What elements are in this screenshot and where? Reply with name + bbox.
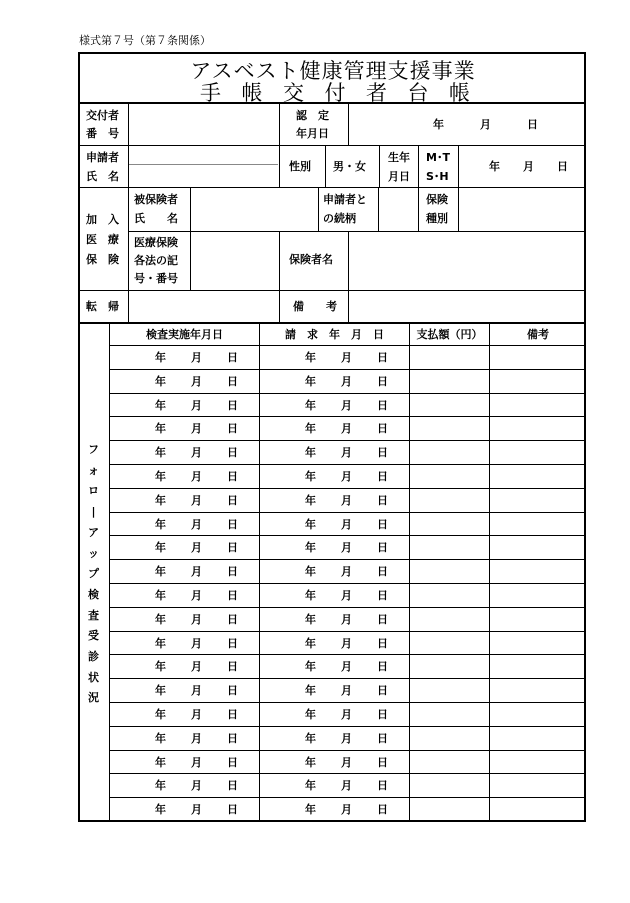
claim-date-day-unit: 日: [377, 493, 388, 507]
era-options: M･T: [426, 151, 450, 164]
exam-date-month-unit: 月: [191, 612, 202, 626]
exam-date-day-unit: 日: [227, 731, 238, 745]
exam-date-year-unit: 年: [155, 755, 166, 769]
side-label-char: 検: [88, 587, 99, 601]
exam-date-month-unit: 月: [191, 350, 202, 364]
claim-date-year-unit: 年: [305, 469, 316, 483]
insurance-label: 加 入: [86, 213, 119, 226]
grid-line: [378, 187, 379, 231]
side-label-char: 状: [88, 670, 99, 684]
claim-date-year-unit: 年: [305, 636, 316, 650]
claim-date-day-unit: 日: [377, 707, 388, 721]
sex-label: 性別: [289, 160, 311, 173]
claim-date-year-unit: 年: [305, 779, 316, 793]
remarks-label: 備 考: [293, 300, 337, 313]
claim-date-month-unit: 月: [341, 565, 352, 579]
row-line: [110, 464, 586, 465]
birth-date-label: 生年: [388, 151, 410, 164]
exam-date-day-unit: 日: [227, 350, 238, 364]
claim-date-month-unit: 月: [341, 398, 352, 412]
insurance-type-label: 種別: [426, 212, 448, 225]
claim-date-year-unit: 年: [305, 684, 316, 698]
exam-date-year-unit: 年: [155, 469, 166, 483]
insured-name-label: 氏 名: [134, 212, 178, 225]
exam-date-month-unit: 月: [191, 803, 202, 817]
row-line: [110, 654, 586, 655]
claim-date-month-unit: 月: [341, 469, 352, 483]
row-line: [110, 607, 586, 608]
exam-date-year-unit: 年: [155, 612, 166, 626]
exam-date-day-unit: 日: [227, 374, 238, 388]
claim-date-day-unit: 日: [377, 565, 388, 579]
insurance-label: 医 療: [86, 233, 119, 246]
applicant-name-label: 申請者: [86, 151, 119, 164]
row-line: [110, 416, 586, 417]
claim-date-month-unit: 月: [341, 612, 352, 626]
claim-date-month-unit: 月: [341, 779, 352, 793]
row-line: [110, 750, 586, 751]
row-line: [110, 535, 586, 536]
exam-date-month-unit: 月: [191, 636, 202, 650]
exam-date-year-unit: 年: [155, 684, 166, 698]
claim-date-month-unit: 月: [341, 350, 352, 364]
grid-line: [489, 323, 490, 821]
form-number: 様式第７号（第７条関係）: [79, 34, 211, 47]
exam-date-year-unit: 年: [155, 779, 166, 793]
exam-date-year-unit: 年: [155, 374, 166, 388]
insurer-name-label: 保険者名: [289, 253, 333, 266]
applicant-name-label: 氏 名: [86, 170, 119, 183]
grid-line: [318, 187, 319, 231]
exam-date-year-unit: 年: [155, 541, 166, 555]
insurance-label: 保 険: [86, 253, 119, 266]
exam-date-month-unit: 月: [191, 446, 202, 460]
claim-date-year-unit: 年: [305, 398, 316, 412]
exam-date-year-unit: 年: [155, 803, 166, 817]
relation-label: の続柄: [323, 212, 356, 225]
side-label-char: 受: [88, 629, 99, 643]
exam-date-month-unit: 月: [191, 684, 202, 698]
claim-date-month-unit: 月: [341, 684, 352, 698]
claim-date-month-unit: 月: [341, 422, 352, 436]
outcome-label: 転 帰: [86, 300, 119, 313]
exam-date-day-unit: 日: [227, 684, 238, 698]
exam-date-day-unit: 日: [227, 660, 238, 674]
claim-date-day-unit: 日: [377, 350, 388, 364]
claim-date-month-unit: 月: [341, 731, 352, 745]
exam-date-year-unit: 年: [155, 493, 166, 507]
grid-line: [325, 145, 326, 187]
birth-month-unit: 月: [523, 160, 534, 173]
law-number-label: 号・番号: [134, 272, 178, 285]
exam-date-year-unit: 年: [155, 422, 166, 436]
claim-date-day-unit: 日: [377, 374, 388, 388]
claim-date-month-unit: 月: [341, 707, 352, 721]
claim-date-day-unit: 日: [377, 517, 388, 531]
row-line: [110, 583, 586, 584]
header-exam-date: 検査実施年月日: [146, 328, 223, 341]
claim-date-year-unit: 年: [305, 755, 316, 769]
issue-number-label: 番 号: [86, 127, 119, 140]
grid-line: [79, 145, 586, 146]
exam-date-year-unit: 年: [155, 588, 166, 602]
exam-date-day-unit: 日: [227, 707, 238, 721]
grid-line: [409, 323, 410, 821]
grid-line: [128, 231, 586, 232]
header-claim-date: 請 求 年 月 日: [285, 328, 384, 341]
exam-date-day-unit: 日: [227, 612, 238, 626]
cert-month-unit: 月: [480, 118, 491, 131]
exam-date-month-unit: 月: [191, 493, 202, 507]
claim-date-month-unit: 月: [341, 517, 352, 531]
claim-date-day-unit: 日: [377, 588, 388, 602]
claim-date-day-unit: 日: [377, 398, 388, 412]
side-label-char: 況: [88, 691, 99, 705]
exam-date-year-unit: 年: [155, 446, 166, 460]
cert-date-label: 認 定: [296, 109, 329, 122]
exam-date-day-unit: 日: [227, 446, 238, 460]
claim-date-day-unit: 日: [377, 541, 388, 555]
grid-line: [458, 145, 459, 231]
relation-label: 申請者と: [323, 193, 367, 206]
grid-line: [190, 187, 191, 290]
row-line: [110, 345, 586, 346]
grid-line: [259, 323, 260, 821]
birth-year-unit: 年: [489, 160, 500, 173]
exam-date-month-unit: 月: [191, 565, 202, 579]
issue-number-label: 交付者: [86, 109, 119, 122]
claim-date-year-unit: 年: [305, 541, 316, 555]
exam-date-day-unit: 日: [227, 565, 238, 579]
title-char: 帳: [449, 81, 470, 105]
cert-year-unit: 年: [433, 118, 444, 131]
claim-date-day-unit: 日: [377, 636, 388, 650]
row-line: [110, 393, 586, 394]
claim-date-month-unit: 月: [341, 803, 352, 817]
claim-date-month-unit: 月: [341, 493, 352, 507]
row-line: [110, 702, 586, 703]
grid-line: [109, 323, 110, 821]
grid-line: [379, 145, 380, 187]
grid-line: [418, 145, 419, 231]
claim-date-month-unit: 月: [341, 660, 352, 674]
exam-date-day-unit: 日: [227, 755, 238, 769]
exam-date-day-unit: 日: [227, 636, 238, 650]
claim-date-year-unit: 年: [305, 707, 316, 721]
side-label-char: ォ: [88, 463, 99, 477]
exam-date-year-unit: 年: [155, 565, 166, 579]
exam-date-month-unit: 月: [191, 731, 202, 745]
exam-date-day-unit: 日: [227, 493, 238, 507]
exam-date-day-unit: 日: [227, 588, 238, 602]
header-remarks: 備考: [527, 328, 549, 341]
row-line: [110, 440, 586, 441]
row-line: [110, 488, 586, 489]
exam-date-month-unit: 月: [191, 398, 202, 412]
claim-date-year-unit: 年: [305, 588, 316, 602]
claim-date-year-unit: 年: [305, 612, 316, 626]
exam-date-year-unit: 年: [155, 731, 166, 745]
birth-day-unit: 日: [557, 160, 568, 173]
title-char: 台: [407, 81, 429, 105]
grid-line: [279, 103, 280, 187]
claim-date-month-unit: 月: [341, 446, 352, 460]
side-label-char: 査: [88, 608, 99, 622]
header-payment: 支払額（円）: [416, 328, 483, 341]
grid-line: [79, 102, 586, 104]
side-label-char: プ: [88, 567, 99, 581]
birth-date-label: 月日: [388, 170, 410, 183]
title-char: 手: [200, 81, 221, 105]
exam-date-day-unit: 日: [227, 517, 238, 531]
claim-date-day-unit: 日: [377, 446, 388, 460]
side-label-char: ッ: [88, 546, 99, 560]
row-line: [110, 797, 586, 798]
claim-date-year-unit: 年: [305, 422, 316, 436]
claim-date-month-unit: 月: [341, 374, 352, 388]
insured-name-label: 被保険者: [134, 193, 178, 206]
exam-date-year-unit: 年: [155, 660, 166, 674]
exam-date-year-unit: 年: [155, 636, 166, 650]
exam-date-year-unit: 年: [155, 398, 166, 412]
cert-day-unit: 日: [527, 118, 538, 131]
claim-date-year-unit: 年: [305, 803, 316, 817]
title-line-1: アスベスト健康管理支援事業: [190, 59, 476, 83]
followup-side-label: [80, 440, 107, 709]
exam-date-year-unit: 年: [155, 707, 166, 721]
exam-date-month-unit: 月: [191, 755, 202, 769]
claim-date-day-unit: 日: [377, 779, 388, 793]
era-options: S･H: [426, 170, 449, 183]
claim-date-year-unit: 年: [305, 446, 316, 460]
exam-date-month-unit: 月: [191, 469, 202, 483]
claim-date-year-unit: 年: [305, 493, 316, 507]
row-line: [110, 773, 586, 774]
claim-date-month-unit: 月: [341, 541, 352, 555]
side-label-char: ロ: [88, 484, 99, 498]
claim-date-day-unit: 日: [377, 469, 388, 483]
claim-date-day-unit: 日: [377, 731, 388, 745]
exam-date-month-unit: 月: [191, 588, 202, 602]
claim-date-day-unit: 日: [377, 803, 388, 817]
grid-line: [348, 103, 349, 145]
insurance-type-label: 保険: [426, 193, 448, 206]
exam-date-month-unit: 月: [191, 707, 202, 721]
claim-date-year-unit: 年: [305, 374, 316, 388]
title-char: 者: [366, 81, 387, 105]
side-label-char: フ: [88, 443, 99, 456]
exam-date-month-unit: 月: [191, 541, 202, 555]
claim-date-month-unit: 月: [341, 636, 352, 650]
claim-date-year-unit: 年: [305, 731, 316, 745]
title-char: 帳: [241, 81, 263, 105]
grid-line: [279, 231, 280, 322]
claim-date-year-unit: 年: [305, 517, 316, 531]
exam-date-month-unit: 月: [191, 517, 202, 531]
law-number-label: 各法の記: [134, 254, 178, 267]
exam-date-day-unit: 日: [227, 803, 238, 817]
grid-line: [128, 103, 129, 322]
row-line: [110, 678, 586, 679]
row-line: [110, 726, 586, 727]
exam-date-day-unit: 日: [227, 469, 238, 483]
grid-line: [79, 322, 586, 324]
row-line: [110, 559, 586, 560]
cert-date-label: 年月日: [296, 127, 329, 140]
title-char: 付: [324, 81, 346, 105]
claim-date-day-unit: 日: [377, 660, 388, 674]
exam-date-month-unit: 月: [191, 660, 202, 674]
claim-date-day-unit: 日: [377, 684, 388, 698]
grid-line: [348, 231, 349, 322]
exam-date-day-unit: 日: [227, 779, 238, 793]
exam-date-month-unit: 月: [191, 779, 202, 793]
side-label-char: 診: [88, 650, 99, 664]
name-ruby-line: [128, 164, 278, 165]
claim-date-year-unit: 年: [305, 350, 316, 364]
claim-date-day-unit: 日: [377, 755, 388, 769]
claim-date-day-unit: 日: [377, 422, 388, 436]
claim-date-year-unit: 年: [305, 660, 316, 674]
title-char: 交: [283, 81, 304, 105]
row-line: [110, 369, 586, 370]
sex-value: 男・女: [333, 160, 366, 173]
claim-date-month-unit: 月: [341, 755, 352, 769]
exam-date-day-unit: 日: [227, 398, 238, 412]
claim-date-month-unit: 月: [341, 588, 352, 602]
grid-line: [79, 290, 586, 291]
exam-date-month-unit: 月: [191, 374, 202, 388]
form-frame: [78, 52, 586, 822]
claim-date-day-unit: 日: [377, 612, 388, 626]
side-label-char: |: [91, 505, 96, 519]
law-number-label: 医療保険: [134, 236, 178, 249]
row-line: [110, 512, 586, 513]
exam-date-year-unit: 年: [155, 517, 166, 531]
grid-line: [79, 187, 586, 188]
claim-date-year-unit: 年: [305, 565, 316, 579]
exam-date-day-unit: 日: [227, 422, 238, 436]
row-line: [110, 631, 586, 632]
exam-date-year-unit: 年: [155, 350, 166, 364]
side-label-char: ア: [88, 525, 99, 539]
exam-date-day-unit: 日: [227, 541, 238, 555]
exam-date-month-unit: 月: [191, 422, 202, 436]
